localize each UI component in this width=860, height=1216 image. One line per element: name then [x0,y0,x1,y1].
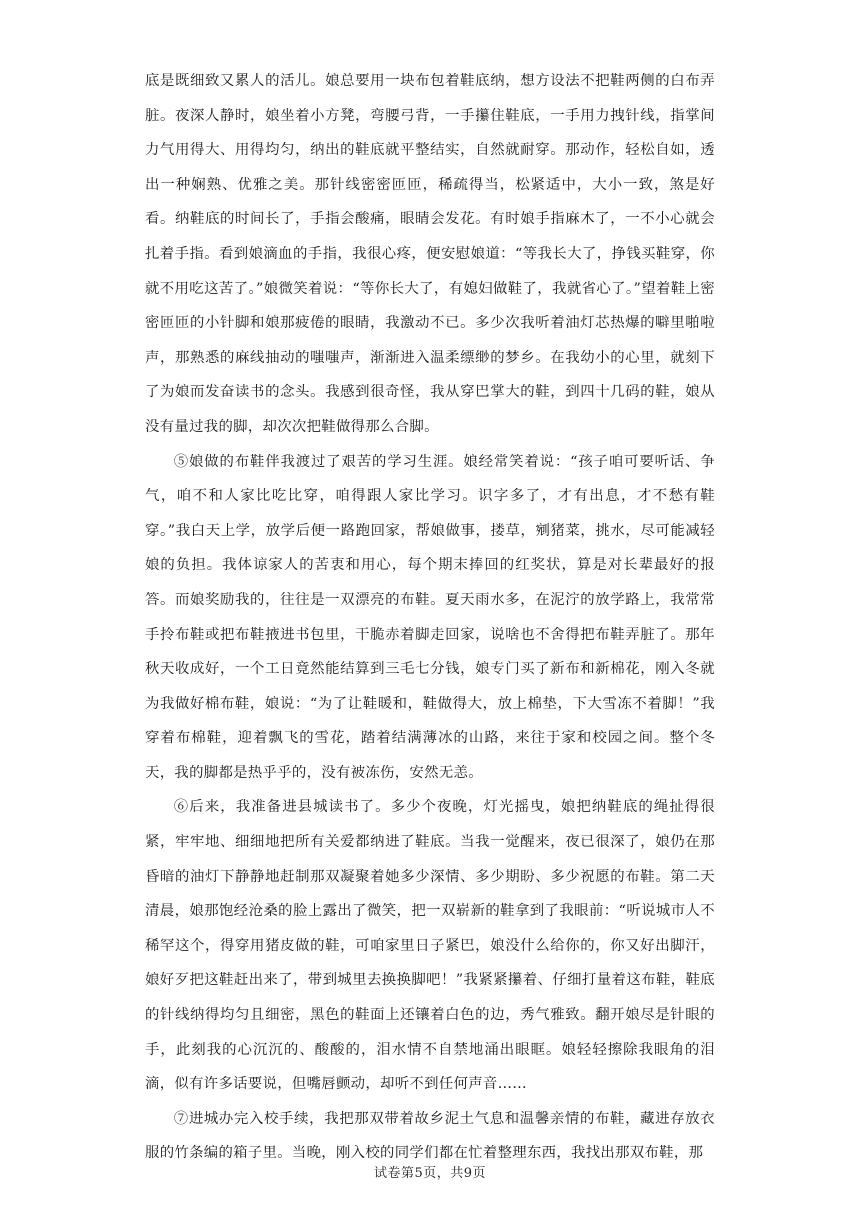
paragraph-1: 底是既细致又累人的活儿。娘总要用一块布包着鞋底纳，想方设法不把鞋两侧的白布弄脏。夜深人静时，娘坐着小方凳，弯腰弓背，一手攥住鞋底，一手用力拽针线，指掌间力气用得大、用得均匀，纳出的鞋底就平整结实，自然就耐穿。那动作，轻松自如，透出一种娴熟、优雅之美。那针线密密匝匝，稀疏得当，松紧适中，大小一致，煞是好看。纳鞋底的时间长了，手指会酸痛，眼睛会发花。有时娘手指麻木了，一不小心就会扎着手指。看到娘滴血的手指，我很心疼，便安慰娘道：“等我长大了，挣钱买鞋穿，你就不用吃这苦了。”娘微笑着说：“等你长大了，有媳妇做鞋了，我就省心了。”望着鞋上密密匝匝的小针脚和娘那疲倦的眼睛，我激动不已。多少次我听着油灯芯热爆的噼里啪啦声，那熟悉的麻线抽动的嗤嗤声，渐渐进入温柔缥缈的梦乡。在我幼小的心里，就刻下了为娘而发奋读书的念头。我感到很奇怪，我从穿巴掌大的鞋，到四十几码的鞋，娘从没有量过我的脚，却次次把鞋做得那么合脚。 [145,73,715,435]
paragraph-4: ⑦进城办完入校手续，我把那双带着故乡泥土气息和温馨亲情的布鞋，藏进存放衣服的竹条编的箱子里。当晚，刚入校的同学们都在忙着整理东西，我找出那双布鞋，那 [145,1110,715,1162]
document-body [145,64,715,1171]
paragraph-3: ⑥后来，我准备进县城读书了。多少个夜晚，灯光摇曳，娘把纳鞋底的绳扯得很紧，牢牢地、细细地把所有关爱都纳进了鞋底。当我一觉醒来，夜已很深了，娘仍在那昏暗的油灯下静静地赶制那双凝聚着她多少深情、多少期盼、多少祝愿的布鞋。第二天清晨，娘那饱经沧桑的脸上露出了微笑，把一双崭新的鞋拿到了我眼前：“听说城市人不稀罕这个，得穿用猪皮做的鞋，可咱家里日子紧巴，娘没什么给你的，你又好出脚汗，娘好歹把这鞋赶出来了，带到城里去换换脚吧！”我紧紧攥着、仔细打量着这布鞋，鞋底的针线纳得均匀且细密，黑色的鞋面上还镶着白色的边，秀气雅致。翻开娘尽是针眼的手，此刻我的心沉沉的、酸酸的，泪水情不自禁地涌出眼眶。娘轻轻擦除我眼角的泪滴，似有许多话要说，但嘴唇颤动，却听不到任何声音…… [145,799,715,1093]
page-footer: 试卷第5页，共9页 [373,1166,487,1181]
paragraph-2: ⑤娘做的布鞋伴我渡过了艰苦的学习生涯。娘经常笑着说：“孩子咱可要听话、争气，咱不和人家比吃比穿，咱得跟人家比学习。识字多了，才有出息，才不愁有鞋穿。”我白天上学，放学后便一路跑回家，帮娘做事，搂草，剜猪菜，挑水，尽可能减轻娘的负担。我体谅家人的苦衷和用心，每个期末捧回的红奖状，算是对长辈最好的报答。而娘奖励我的，往往是一双漂亮的布鞋。夏天雨水多，在泥泞的放学路上，我常常手拎布鞋或把布鞋掖进书包里，干脆赤着脚走回家，说啥也不舍得把布鞋弄脏了。那年秋天收成好，一个工日竟然能结算到三毛七分钱，娘专门买了新布和新棉花，刚入冬就为我做好棉布鞋，娘说：“为了让鞋暖和，鞋做得大，放上棉垫，下大雪冻不着脚！”我穿着布棉鞋，迎着飘飞的雪花，踏着结满薄冰的山路，来往于家和校园之间。整个冬天，我的脚都是热乎乎的，没有被冻伤，安然无恙。 [145,453,715,781]
